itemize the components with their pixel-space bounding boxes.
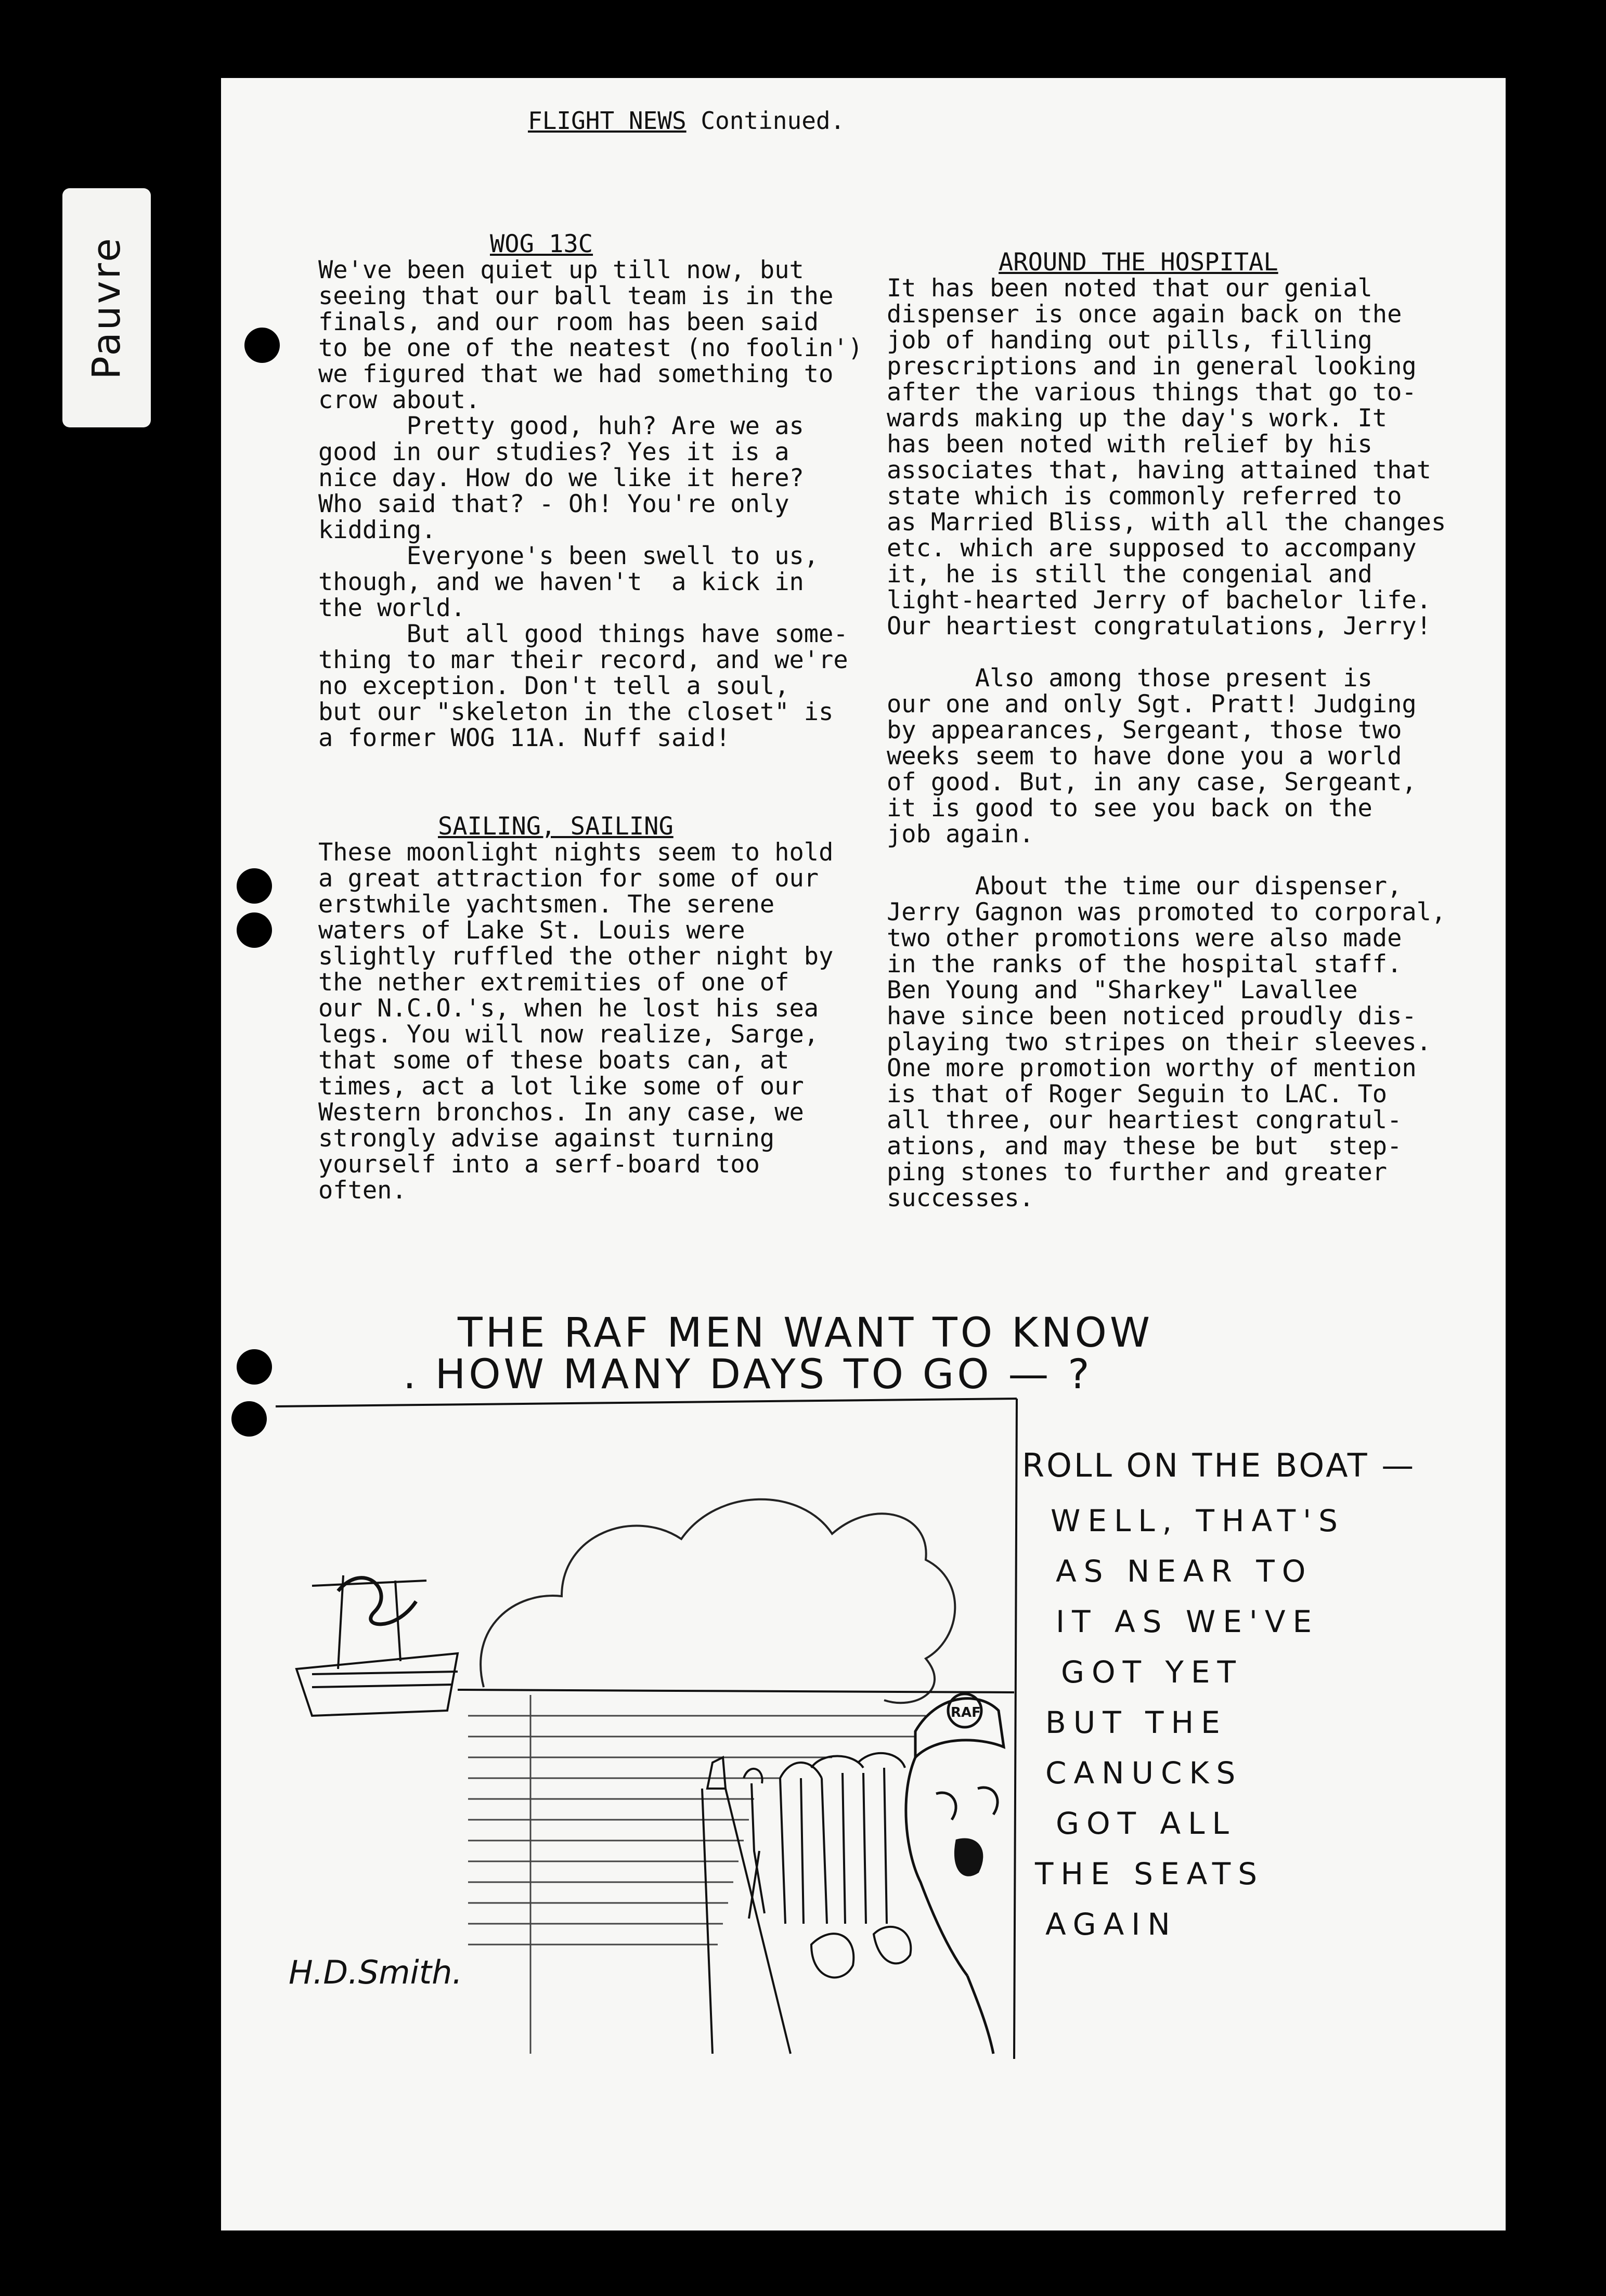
- text-line: Everyone's been swell to us,: [318, 542, 819, 570]
- text-line: times, act a lot like some of our: [318, 1072, 804, 1101]
- text-line: One more promotion worthy of mention: [887, 1054, 1417, 1082]
- cap-badge: RAF: [951, 1705, 981, 1720]
- text-line: waters of Lake St. Louis were: [318, 916, 745, 945]
- speech-line: AS NEAR TO: [1056, 1554, 1313, 1589]
- hospital-heading: AROUND THE HOSPITAL: [999, 248, 1278, 277]
- text-line: erstwhile yachtsmen. The serene: [318, 890, 775, 919]
- text-line: seeing that our ball team is in the: [318, 282, 834, 310]
- speech-line: IT AS WE'VE: [1056, 1604, 1319, 1639]
- cartoon-caption-line-1: THE RAF MEN WANT TO KNOW: [458, 1310, 1154, 1356]
- text-line: prescriptions and in general looking: [887, 352, 1417, 381]
- text-line: Also among those present is: [887, 664, 1372, 693]
- sea-hatching: [468, 1695, 926, 2054]
- artist-signature: H.D.Smith.: [289, 1953, 463, 1991]
- text-line: ations, and may these be but step-: [887, 1132, 1402, 1160]
- text-line: though, and we haven't a kick in: [318, 568, 804, 596]
- text-line: job again.: [887, 820, 1034, 849]
- text-line: our one and only Sgt. Pratt! Judging: [887, 690, 1417, 719]
- text-line: is that of Roger Seguin to LAC. To: [887, 1080, 1388, 1108]
- speech-text: [1034, 1503, 1345, 1942]
- text-line: a great attraction for some of our: [318, 864, 819, 893]
- text-line: two other promotions were also made: [887, 924, 1402, 953]
- text-line: playing two stripes on their sleeves.: [887, 1028, 1431, 1056]
- raf-man-face-drawing: [906, 1694, 1004, 2054]
- text-line: of good. But, in any case, Sergeant,: [887, 768, 1417, 797]
- text-line: have since been noticed proudly dis-: [887, 1002, 1417, 1030]
- text-line: slightly ruffled the other night by: [318, 942, 834, 971]
- header-suffix: Continued.: [686, 107, 845, 135]
- text-line: crow about.: [318, 386, 481, 414]
- text-line: no exception. Don't tell a soul,: [318, 672, 789, 700]
- text-line: light-hearted Jerry of bachelor life.: [887, 586, 1431, 615]
- text-line: ping stones to further and greater: [887, 1158, 1388, 1186]
- text-line: by appearances, Sergeant, those two: [887, 716, 1402, 745]
- ship-drawing: [296, 1575, 458, 1716]
- text-line: legs. You will now realize, Sarge,: [318, 1020, 819, 1049]
- speech-heading: ROLL ON THE BOAT —: [1022, 1446, 1416, 1484]
- speech-line: GOT ALL: [1056, 1806, 1236, 1841]
- text-line: kidding.: [318, 516, 436, 544]
- text-line: it is good to see you back on the: [887, 794, 1372, 823]
- text-line: thing to mar their record, and we're: [318, 646, 848, 674]
- cartoon-caption-line-2: . HOW MANY DAYS TO GO — ?: [403, 1351, 1093, 1398]
- speech-line: GOT YET: [1061, 1654, 1243, 1690]
- text-line: but our "skeleton in the closet" is: [318, 698, 834, 726]
- text-line: wards making up the day's work. It: [887, 404, 1388, 433]
- text-line: associates that, having attained that: [887, 456, 1431, 485]
- speech-line: THE SEATS: [1035, 1856, 1265, 1891]
- text-line: the world.: [318, 594, 465, 622]
- text-line: Ben Young and "Sharkey" Lavallee: [887, 976, 1358, 1004]
- text-line: to be one of the neatest (no foolin'): [318, 334, 863, 362]
- wog-heading: WOG 13C: [490, 230, 593, 258]
- text-line: etc. which are supposed to accompany: [887, 534, 1417, 563]
- text-line: state which is commonly referred to: [887, 482, 1402, 511]
- text-line: successes.: [887, 1184, 1034, 1212]
- header-title: FLIGHT NEWS: [528, 107, 687, 135]
- text-line: has been noted with relief by his: [887, 430, 1372, 459]
- side-tab-label: Pauvre: [84, 236, 129, 380]
- speech-line: CANUCKS: [1045, 1755, 1243, 1791]
- text-line: that some of these boats can, at: [318, 1046, 789, 1075]
- panel-right-border: [1014, 1399, 1017, 2059]
- text-line: we figured that we had something to: [318, 360, 834, 388]
- text-line: These moonlight nights seem to hold: [318, 838, 834, 867]
- text-line: a former WOG 11A. Nuff said!: [318, 724, 731, 752]
- text-line: strongly advise against turning: [318, 1124, 775, 1153]
- text-line: weeks seem to have done you a world: [887, 742, 1402, 771]
- speech-line: WELL, THAT'S: [1051, 1503, 1345, 1538]
- panel-top-rule: [276, 1399, 1017, 1406]
- text-line: as Married Bliss, with all the changes: [887, 508, 1446, 537]
- text-line: job of handing out pills, filling: [887, 326, 1372, 355]
- text-line: after the various things that go to-: [887, 378, 1417, 407]
- text-line: nice day. How do we like it here?: [318, 464, 804, 492]
- speech-line: AGAIN: [1045, 1907, 1177, 1942]
- text-line: yourself into a serf-board too: [318, 1150, 760, 1179]
- text-line: But all good things have some-: [318, 620, 848, 648]
- text-line: in the ranks of the hospital staff.: [887, 950, 1402, 979]
- text-line: it, he is still the congenial and: [887, 560, 1372, 589]
- text-line: Pretty good, huh? Are we as: [318, 412, 804, 440]
- text-line: good in our studies? Yes it is a: [318, 438, 789, 466]
- text-line: About the time our dispenser,: [887, 872, 1402, 901]
- text-line: finals, and our room has been said: [318, 308, 819, 336]
- text-line: We've been quiet up till now, but: [318, 256, 804, 284]
- text-line: often.: [318, 1176, 407, 1205]
- speech-line: BUT THE: [1045, 1705, 1227, 1740]
- text-line: dispenser is once again back on the: [887, 300, 1402, 329]
- text-line: Who said that? - Oh! You're only: [318, 490, 789, 518]
- text-line: Our heartiest congratulations, Jerry!: [887, 612, 1431, 641]
- text-line: all three, our heartiest congratul-: [887, 1106, 1402, 1134]
- cloud-drawing: [481, 1499, 955, 1703]
- text-line: our N.C.O.'s, when he lost his sea: [318, 994, 819, 1023]
- text-line: Jerry Gagnon was promoted to corporal,: [887, 898, 1446, 927]
- text-line: the nether extremities of one of: [318, 968, 789, 997]
- text-line: Western bronchos. In any case, we: [318, 1098, 804, 1127]
- sailing-heading: SAILING, SAILING: [438, 812, 674, 841]
- text-line: It has been noted that our genial: [887, 274, 1372, 303]
